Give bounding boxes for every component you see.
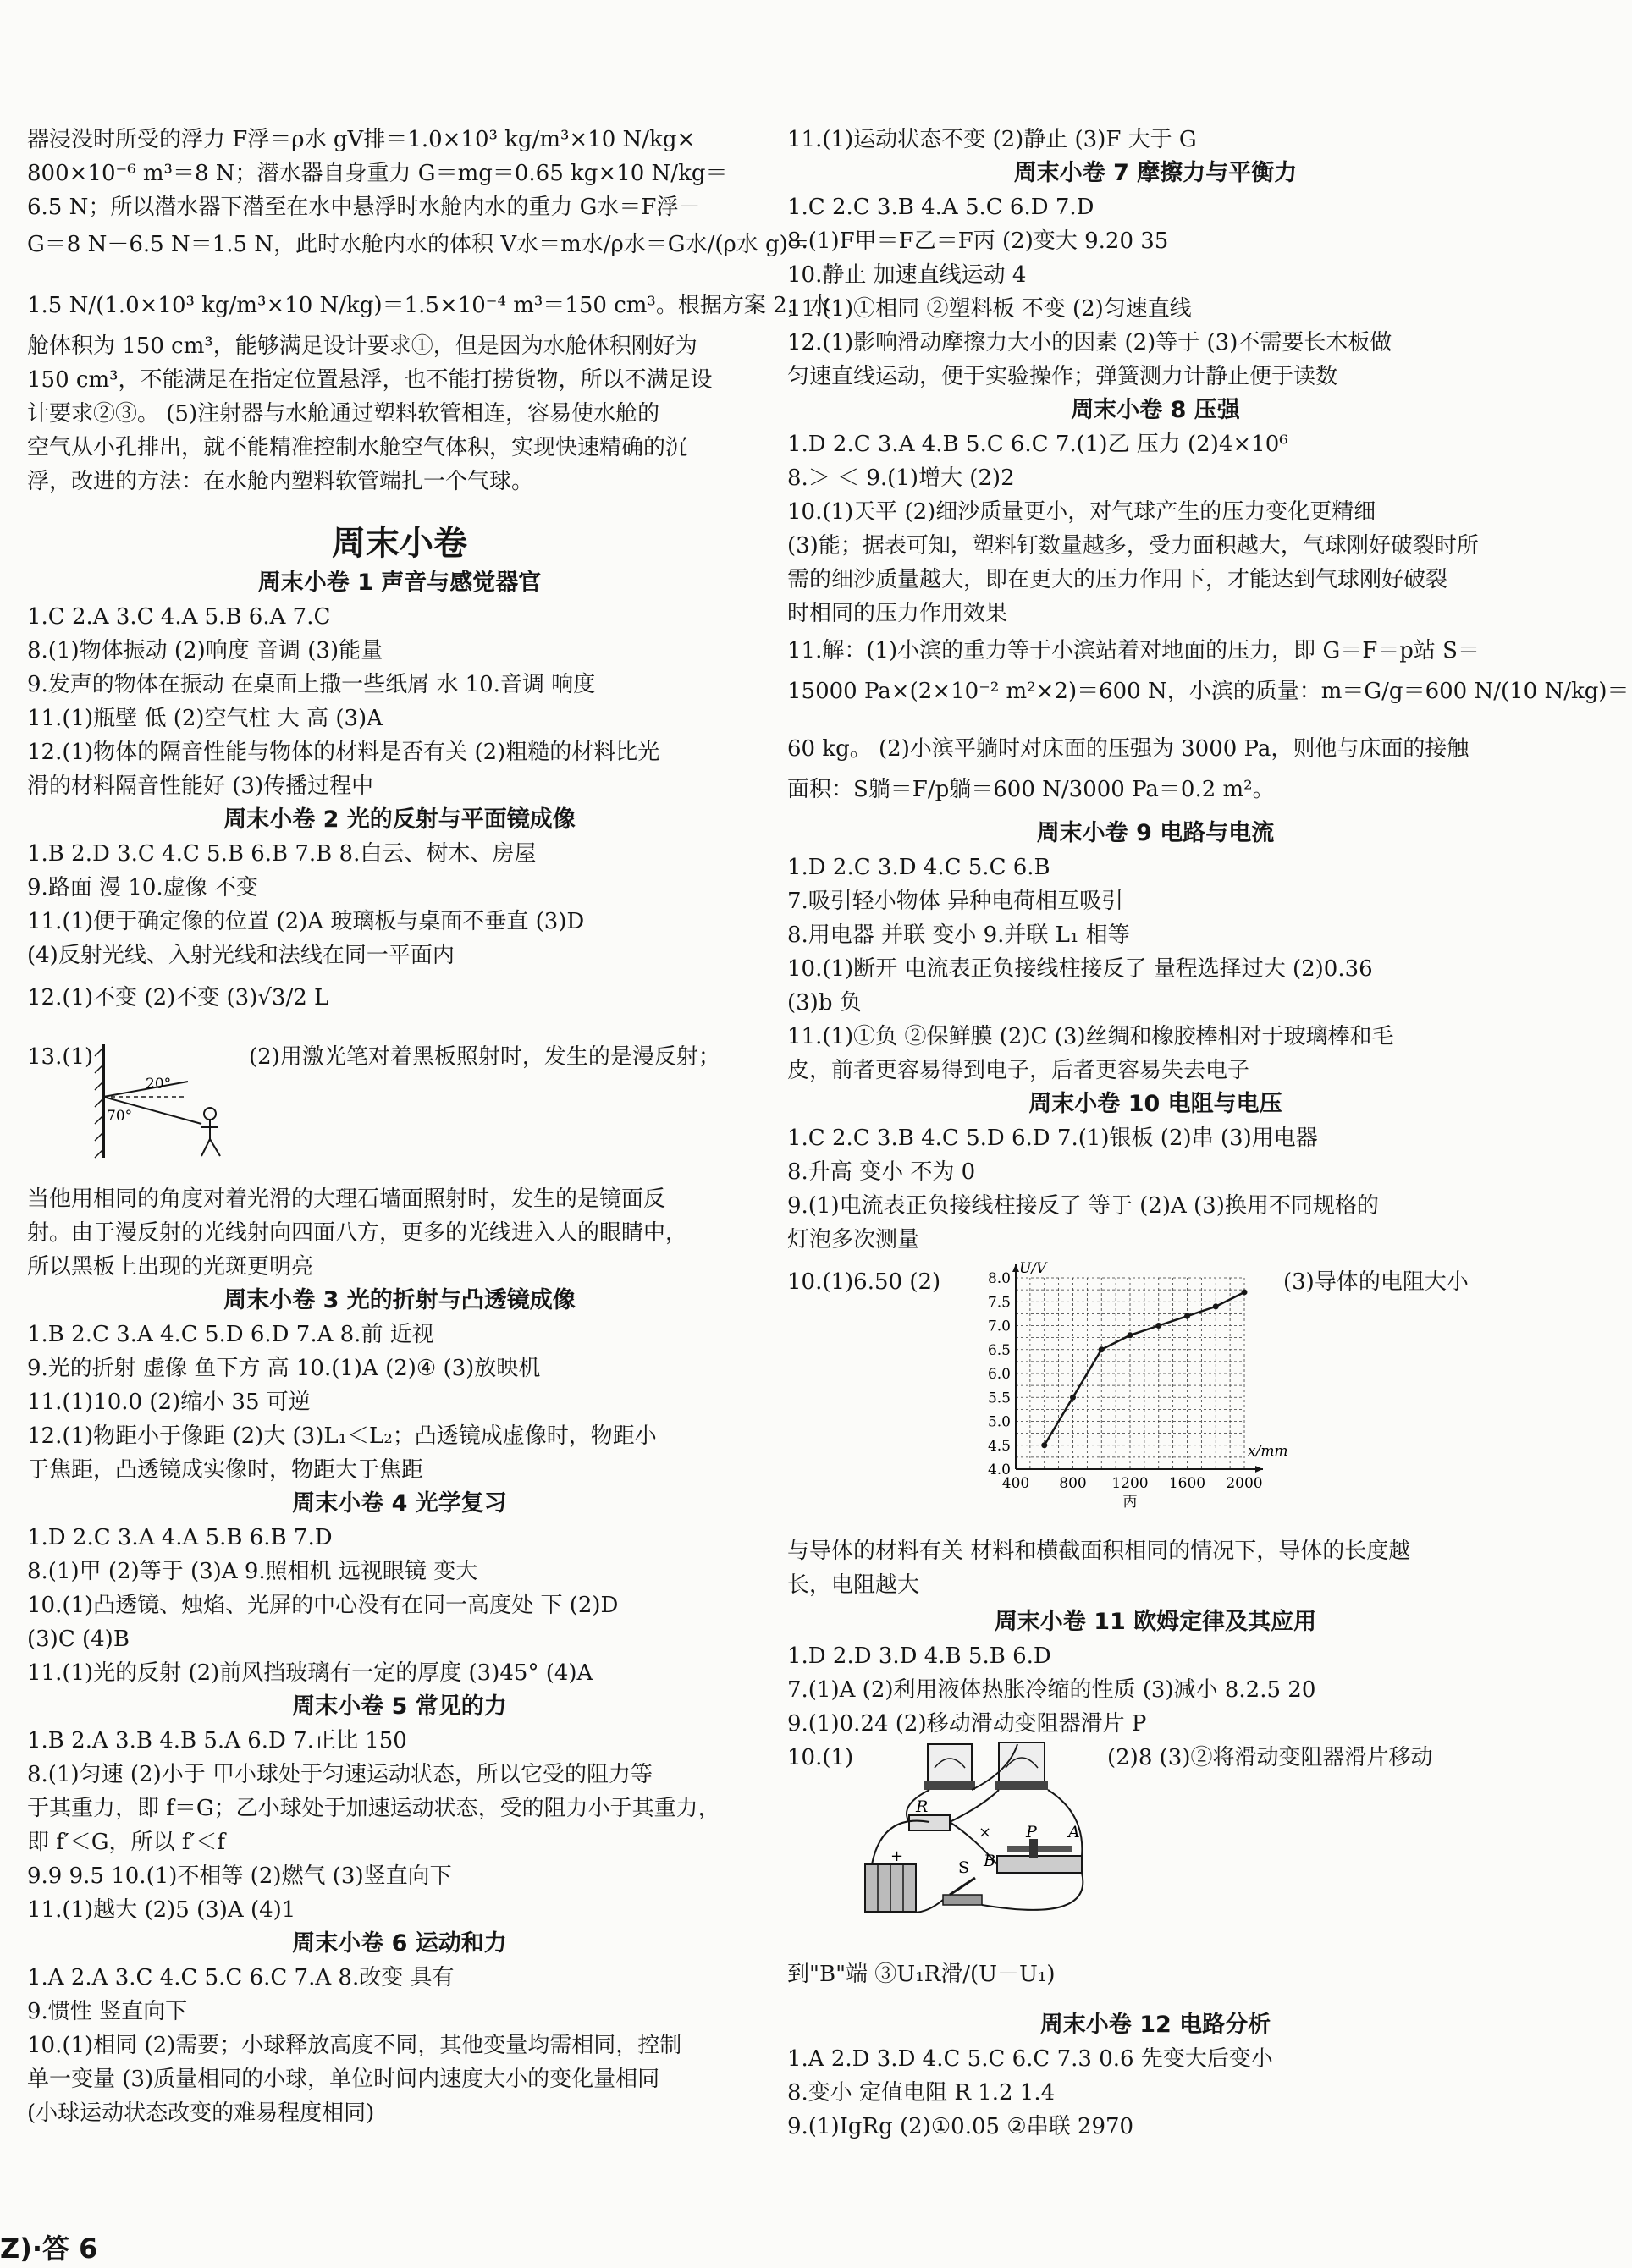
text-line: 1.C 2.C 3.B 4.C 5.D 6.D 7.(1)银板 (2)串 (3)用电器 [787, 1126, 1318, 1151]
text-line: 8.变小 定值电阻 R 1.2 1.4 [787, 2080, 1056, 2106]
data-point [1242, 1289, 1248, 1295]
x-tick-label: 800 [1059, 1475, 1087, 1492]
circuit-label: S [958, 1858, 970, 1877]
text-line: (3)能；据表可知，塑料钉数量越多，受力面积越大，气球刚好破裂时所 [787, 533, 1479, 559]
text-line: 空气从小孔排出，就不能精准控制水舱空气体积，实现快速精确的沉 [27, 435, 688, 460]
text-line: 9.路面 漫 10.虚像 不变 [27, 875, 258, 900]
data-point [1070, 1395, 1076, 1401]
text-line: 13.(1) [27, 1044, 94, 1070]
text-line: (3)b 负 [787, 990, 862, 1016]
x-axis-label: x/mm [1248, 1443, 1288, 1460]
text-line: 9.惯性 竖直向下 [27, 1999, 188, 2024]
text-line: 匀速直线运动，便于实验操作；弹簧测力计静止便于读数 [787, 364, 1338, 389]
circuit-label: P [1026, 1823, 1037, 1841]
x-tick-label: 400 [1001, 1475, 1030, 1492]
text-line: 1.D 2.C 3.A 4.A 5.B 6.B 7.D [27, 1525, 333, 1550]
text-line: 7.(1)A (2)利用液体热胀冷缩的性质 (3)减小 8.2.5 20 [787, 1677, 1316, 1703]
circuit-label: + [890, 1847, 904, 1865]
text-line: 10.(1)断开 电流表正负接线柱接反了 量程选择过大 (2)0.36 [787, 956, 1373, 982]
text-line: 12.(1)不变 (2)不变 (3)√3/2 L [27, 985, 329, 1010]
quiz-title: 周末小卷 6 运动和力 [292, 1930, 507, 1957]
text-line: 滑的材料隔音性能好 (3)传播过程中 [27, 773, 374, 799]
quiz-title: 周末小卷 11 欧姆定律及其应用 [994, 1609, 1317, 1635]
y-tick-label: 6.0 [987, 1366, 1011, 1383]
text-line: 12.(1)影响滑动摩擦力大小的因素 (2)等于 (3)不需要长木板做 [787, 330, 1392, 355]
text-line: 1.5 N/(1.0×10³ kg/m³×10 N/kg)＝1.5×10⁻⁴ m³＝150 cm³。根据方案 2，水 [27, 293, 831, 318]
text-line: 灯泡多次测量 [787, 1227, 920, 1252]
text-line: 单一变量 (3)质量相同的小球，单位时间内速度大小的变化量相同 [27, 2067, 660, 2092]
text-line: G＝8 N－6.5 N＝1.5 N，此时水舱内水的体积 V水＝m水/ρ水＝G水/(ρ水 g)＝ [27, 232, 810, 257]
data-point [1155, 1323, 1161, 1329]
data-point [1213, 1303, 1219, 1309]
quiz-title: 周末小卷 8 压强 [1071, 397, 1240, 423]
quiz-title: 周末小卷 4 光学复习 [292, 1490, 507, 1517]
text-line: 60 kg。 (2)小滨平躺时对床面的压强为 3000 Pa，则他与床面的接触 [787, 736, 1469, 762]
text-line: 9.发声的物体在振动 在桌面上撒一些纸屑 水 10.音调 响度 [27, 672, 596, 697]
text-line: 10.(1)凸透镜、烛焰、光屏的中心没有在同一高度处 下 (2)D [27, 1593, 619, 1618]
voltage-length-chart [957, 1259, 1288, 1530]
data-point [1128, 1332, 1133, 1338]
text-line: 11.(1)便于确定像的位置 (2)A 玻璃板与桌面不垂直 (3)D [27, 909, 585, 934]
data-point [1184, 1313, 1190, 1319]
text-line: 11.(1)光的反射 (2)前风挡玻璃有一定的厚度 (3)45° (4)A [27, 1660, 593, 1686]
circuit-label: × [979, 1824, 992, 1841]
text-line: 1.C 2.C 3.B 4.A 5.C 6.D 7.D [787, 195, 1094, 220]
text-line: 长，电阻越大 [787, 1572, 920, 1598]
text-line: 9.(1)0.24 (2)移动滑动变阻器滑片 P [787, 1711, 1147, 1737]
text-line: 8.(1)甲 (2)等于 (3)A 9.照相机 远视眼镜 变大 [27, 1559, 478, 1584]
y-axis-arrow [1012, 1264, 1019, 1272]
text-line: 1.A 2.A 3.C 4.C 5.C 6.C 7.A 8.改变 具有 [27, 1965, 455, 1990]
page-footer: Z)·答 6 [0, 2232, 98, 2265]
text-line: 11.(1)①负 ②保鲜膜 (2)C (3)丝绸和橡胶棒相对于玻璃棒和毛 [787, 1024, 1394, 1049]
text-line: 800×10⁻⁶ m³＝8 N；潜水器自身重力 G＝mg＝0.65 kg×10 N/kg＝ [27, 161, 728, 186]
text-line: 10.(1)天平 (2)细沙质量更小，对气球产生的压力变化更精细 [787, 499, 1376, 525]
text-line: 12.(1)物距小于像距 (2)大 (3)L₁＜L₂；凸透镜成虚像时，物距小 [27, 1423, 657, 1449]
text-line: 15000 Pa×(2×10⁻² m²×2)＝600 N，小滨的质量：m＝G/g＝600 N/(10 N/kg)＝ [787, 679, 1629, 704]
text-line: 10.(1)6.50 (2) [787, 1269, 941, 1295]
text-line: 皮，前者更容易得到电子，后者更容易失去电子 [787, 1058, 1250, 1083]
text-line: (4)反射光线、入射光线和法线在同一平面内 [27, 943, 455, 968]
text-line: 9.光的折射 虚像 鱼下方 高 10.(1)A (2)④ (3)放映机 [27, 1356, 541, 1381]
y-tick-label: 4.5 [987, 1437, 1011, 1455]
text-line: 1.D 2.C 3.A 4.B 5.C 6.C 7.(1)乙 压力 (2)4×10⁶ [787, 432, 1288, 457]
y-tick-label: 5.5 [987, 1390, 1011, 1407]
text-line: (2)8 (3)②将滑动变阻器滑片移动 [1107, 1745, 1433, 1770]
text-line: 150 cm³，不能满足在指定位置悬浮，也不能打捞货物，所以不满足设 [27, 367, 713, 393]
text-line: 1.D 2.C 3.D 4.C 5.C 6.B [787, 855, 1050, 880]
quiz-title: 周末小卷 7 摩擦力与平衡力 [1013, 160, 1298, 186]
text-line: (小球运动状态改变的难易程度相同) [27, 2100, 375, 2126]
text-line: 8.用电器 并联 变小 9.并联 L₁ 相等 [787, 922, 1130, 948]
quiz-title: 周末小卷 12 电路分析 [1039, 2012, 1271, 2038]
quiz-title: 周末小卷 9 电路与电流 [1036, 820, 1275, 846]
text-line: 11.(1)10.0 (2)缩小 35 可逆 [27, 1390, 311, 1415]
text-line: 于焦距，凸透镜成实像时，物距大于焦距 [27, 1457, 424, 1483]
text-line: 浮，改进的方法：在水舱内塑料软管端扎一个气球。 [27, 469, 534, 494]
text-line: 1.C 2.A 3.C 4.A 5.B 6.A 7.C [27, 604, 331, 630]
text-line: 舱体积为 150 cm³，能够满足设计要求①，但是因为水舱体积刚好为 [27, 333, 697, 359]
y-tick-label: 8.0 [987, 1270, 1011, 1287]
y-tick-label: 4.0 [987, 1462, 1011, 1478]
text-line: 即 f′＜G，所以 f′＜f [27, 1830, 225, 1855]
text-line: 当他用相同的角度对着光滑的大理石墙面照射时，发生的是镜面反 [27, 1186, 666, 1212]
text-line: 1.B 2.D 3.C 4.C 5.B 6.B 7.B 8.白云、树木、房屋 [27, 841, 537, 867]
y-tick-label: 7.5 [987, 1294, 1011, 1312]
angle-label: 20° [146, 1076, 172, 1093]
text-line: (3)导体的电阻大小 [1283, 1269, 1469, 1295]
circuit-label: B [984, 1852, 995, 1870]
text-line: 9.9 9.5 10.(1)不相等 (2)燃气 (3)竖直向下 [27, 1863, 452, 1889]
data-point [1099, 1346, 1105, 1352]
angle-label: 70° [107, 1108, 133, 1125]
text-line: 时相同的压力作用效果 [787, 601, 1008, 626]
text-line: 11.(1)①相同 ②塑料板 不变 (2)匀速直线 [787, 296, 1192, 322]
text-line: 面积：S躺＝F/p躺＝600 N/3000 Pa＝0.2 m²。 [787, 777, 1275, 802]
x-tick-label: 1200 [1111, 1475, 1149, 1492]
circuit-label: R [916, 1797, 929, 1816]
quiz-title: 周末小卷 3 光的折射与凸透镜成像 [223, 1287, 576, 1313]
x-tick-label: 2000 [1226, 1475, 1263, 1492]
circuit-diagram [848, 1737, 1111, 1932]
y-axis-label: U/V [1019, 1260, 1047, 1277]
quiz-title: 周末小卷 5 常见的力 [292, 1693, 507, 1720]
circuit-label: A [1068, 1823, 1080, 1841]
text-line: 8.(1)物体振动 (2)响度 音调 (3)能量 [27, 638, 383, 663]
text-line: 器浸没时所受的浮力 F浮＝ρ水 gV排＝1.0×10³ kg/m³×10 N/kg× [27, 127, 696, 152]
data-point [1041, 1442, 1047, 1448]
text-line: 1.B 2.A 3.B 4.B 5.A 6.D 7.正比 150 [27, 1728, 407, 1753]
text-line: 10.静止 加速直线运动 4 [787, 262, 1027, 288]
text-line: 10.(1) [787, 1745, 854, 1770]
text-line: (3)C (4)B [27, 1627, 130, 1652]
text-line: 8.(1)匀速 (2)小于 甲小球处于匀速运动状态，所以它受的阻力等 [27, 1762, 653, 1787]
text-line: 到"B"端 ③U₁R滑/(U－U₁) [787, 1962, 1056, 1987]
text-line: 8.(1)F甲＝F乙＝F丙 (2)变大 9.20 35 [787, 228, 1169, 254]
x-axis-arrow [1255, 1466, 1263, 1473]
text-line: 10.(1)相同 (2)需要；小球释放高度不同，其他变量均需相同，控制 [27, 2033, 682, 2058]
text-line: 需的细沙质量越大，即在更大的压力作用下，才能达到气球刚好破裂 [787, 567, 1448, 592]
text-line: 11.(1)瓶壁 低 (2)空气柱 大 高 (3)A [27, 706, 383, 731]
text-line: 所以黑板上出现的光斑更明亮 [27, 1254, 314, 1280]
text-line: 7.吸引轻小物体 异种电荷相互吸引 [787, 889, 1124, 914]
text-line: 9.(1)IgRg (2)①0.05 ②串联 2970 [787, 2114, 1134, 2139]
text-line: 12.(1)物体的隔音性能与物体的材料是否有关 (2)粗糙的材料比光 [27, 740, 660, 765]
text-line: 与导体的材料有关 材料和横截面积相同的情况下，导体的长度越 [787, 1539, 1411, 1564]
text-line: 8.＞ ＜ 9.(1)增大 (2)2 [787, 465, 1015, 491]
text-line: (2)用激光笔对着黑板照射时，发生的是漫反射； [249, 1044, 720, 1070]
text-line: 11.(1)越大 (2)5 (3)A (4)1 [27, 1897, 296, 1923]
y-tick-label: 6.5 [987, 1341, 1011, 1359]
y-tick-label: 5.0 [987, 1413, 1011, 1431]
text-line: 8.升高 变小 不为 0 [787, 1159, 976, 1185]
text-line: 9.(1)电流表正负接线柱接反了 等于 (2)A (3)换用不同规格的 [787, 1193, 1379, 1219]
x-tick-label: 1600 [1168, 1475, 1206, 1492]
text-line: 11.解：(1)小滨的重力等于小滨站着对地面的压力，即 G＝F＝p站 S＝ [787, 638, 1480, 663]
text-line: 6.5 N；所以潜水器下潜至在水中悬浮时水舱内水的重力 G水＝F浮－ [27, 195, 701, 220]
reflection-figure [93, 1039, 245, 1162]
quiz-title: 周末小卷 1 声音与感觉器官 [257, 570, 542, 596]
chart-caption: 丙 [1122, 1494, 1138, 1511]
quiz-title: 周末小卷 2 光的反射与平面镜成像 [223, 806, 576, 833]
text-line: 计要求②③。 (5)注射器与水舱通过塑料软管相连，容易使水舱的 [27, 401, 660, 427]
text-line: 1.D 2.D 3.D 4.B 5.B 6.D [787, 1643, 1051, 1669]
quiz-title: 周末小卷 10 电阻与电压 [1028, 1091, 1282, 1117]
text-line: 1.A 2.D 3.D 4.C 5.C 6.C 7.3 0.6 先变大后变小 [787, 2046, 1273, 2072]
y-tick-label: 7.0 [987, 1318, 1011, 1335]
text-line: 射。由于漫反射的光线射向四面八方，更多的光线进入人的眼睛中， [27, 1220, 688, 1246]
text-line: 1.B 2.C 3.A 4.C 5.D 6.D 7.A 8.前 近视 [27, 1322, 434, 1347]
text-line: 于其重力，即 f＝G；乙小球处于加速运动状态，受的阻力小于其重力， [27, 1796, 720, 1821]
section-title: 周末小卷 [332, 524, 467, 563]
text-line: 11.(1)运动状态不变 (2)静止 (3)F 大于 G [787, 127, 1197, 152]
